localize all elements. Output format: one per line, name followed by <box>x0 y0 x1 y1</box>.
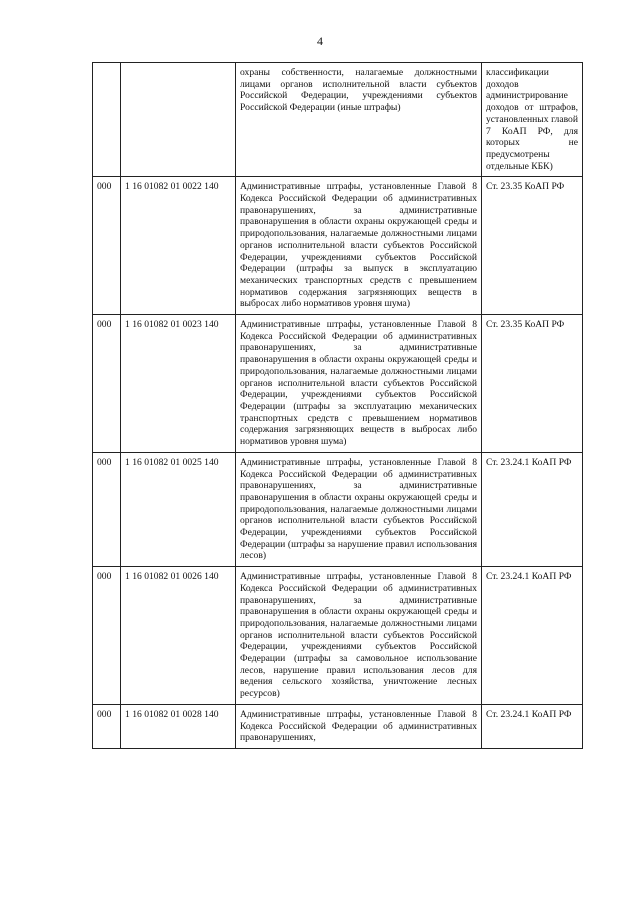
fine-description-cell: Административные штрафы, установленные Главой 8 Кодекса Российской Федерации об административных правонарушениях, <box>236 704 482 748</box>
kbk-code-cell: 1 16 01082 01 0026 140 <box>121 567 236 705</box>
table-row <box>93 704 583 748</box>
kbk-code-cell <box>121 63 236 177</box>
kbk-code-cell: 1 16 01082 01 0022 140 <box>121 177 236 315</box>
table-row <box>93 452 583 566</box>
admin-code-cell: 000 <box>93 704 121 748</box>
fine-description-cell: Административные штрафы, установленные Главой 8 Кодекса Российской Федерации об административных правонарушениях, за административные правонарушения в области охраны окружающей среды и природопользования, налагаемые должностными лицами органов исполнительной власти субъектов Российской Федерации, учреждениями субъектов Российской Федерации (штрафы за эксплуатацию механических транспортных средств с превышением нормативов содержания загрязняющих веществ в выбросах либо нормативов уровня шума) <box>236 315 482 453</box>
table-row <box>93 177 583 315</box>
admin-code-cell: 000 <box>93 452 121 566</box>
kbk-code-cell: 1 16 01082 01 0023 140 <box>121 315 236 453</box>
koap-article-cell: Ст. 23.24.1 КоАП РФ <box>482 452 583 566</box>
koap-article-cell: Ст. 23.24.1 КоАП РФ <box>482 704 583 748</box>
admin-code-cell: 000 <box>93 567 121 705</box>
kbk-code-cell: 1 16 01082 01 0028 140 <box>121 704 236 748</box>
table-row <box>93 315 583 453</box>
kbk-code-cell: 1 16 01082 01 0025 140 <box>121 452 236 566</box>
fine-description-cell: Административные штрафы, установленные Главой 8 Кодекса Российской Федерации об административных правонарушениях, за административные правонарушения в области охраны окружающей среды и природопользования, налагаемые должностными лицами органов исполнительной власти субъектов Российской Федерации, учреждениями субъектов Российской Федерации (штрафы за нарушение правил использования лесов) <box>236 452 482 566</box>
koap-article-cell: Ст. 23.35 КоАП РФ <box>482 177 583 315</box>
fine-description-cell: охраны собственности, налагаемые должностными лицами органов исполнительной власти субъектов Российской Федерации, учреждениями субъектов Российской Федерации (иные штрафы) <box>236 63 482 177</box>
admin-code-cell: 000 <box>93 315 121 453</box>
fine-description-cell: Административные штрафы, установленные Главой 8 Кодекса Российской Федерации об административных правонарушениях, за административные правонарушения в области охраны окружающей среды и природопользования, налагаемые должностными лицами органов исполнительной власти субъектов Российской Федерации, учреждениями субъектов Российской Федерации (штрафы за выпуск в эксплуатацию механических транспортных средств с превышением нормативов содержания загрязняющих веществ в выбросах либо нормативов уровня шума) <box>236 177 482 315</box>
table-row <box>93 567 583 705</box>
koap-article-cell: Ст. 23.35 КоАП РФ <box>482 315 583 453</box>
admin-code-cell <box>93 63 121 177</box>
koap-article-cell: Ст. 23.24.1 КоАП РФ <box>482 567 583 705</box>
admin-code-cell: 000 <box>93 177 121 315</box>
fine-description-cell: Административные штрафы, установленные Главой 8 Кодекса Российской Федерации об административных правонарушениях, за административные правонарушения в области охраны окружающей среды и природопользования, налагаемые должностными лицами органов исполнительной власти субъектов Российской Федерации, учреждениями субъектов Российской Федерации (штрафы за самовольное использование лесов, нарушение правил использования лесов для ведения сельского хозяйства, уничтожение лесных ресурсов) <box>236 567 482 705</box>
koap-article-cell: классификации доходов администрирование доходов от штрафов, установленных главой 7 КоАП РФ, для которых не предусмотрены отдельные КБК) <box>482 63 583 177</box>
page-number: 4 <box>317 34 323 48</box>
fines-table <box>92 62 583 749</box>
table-row <box>93 63 583 177</box>
